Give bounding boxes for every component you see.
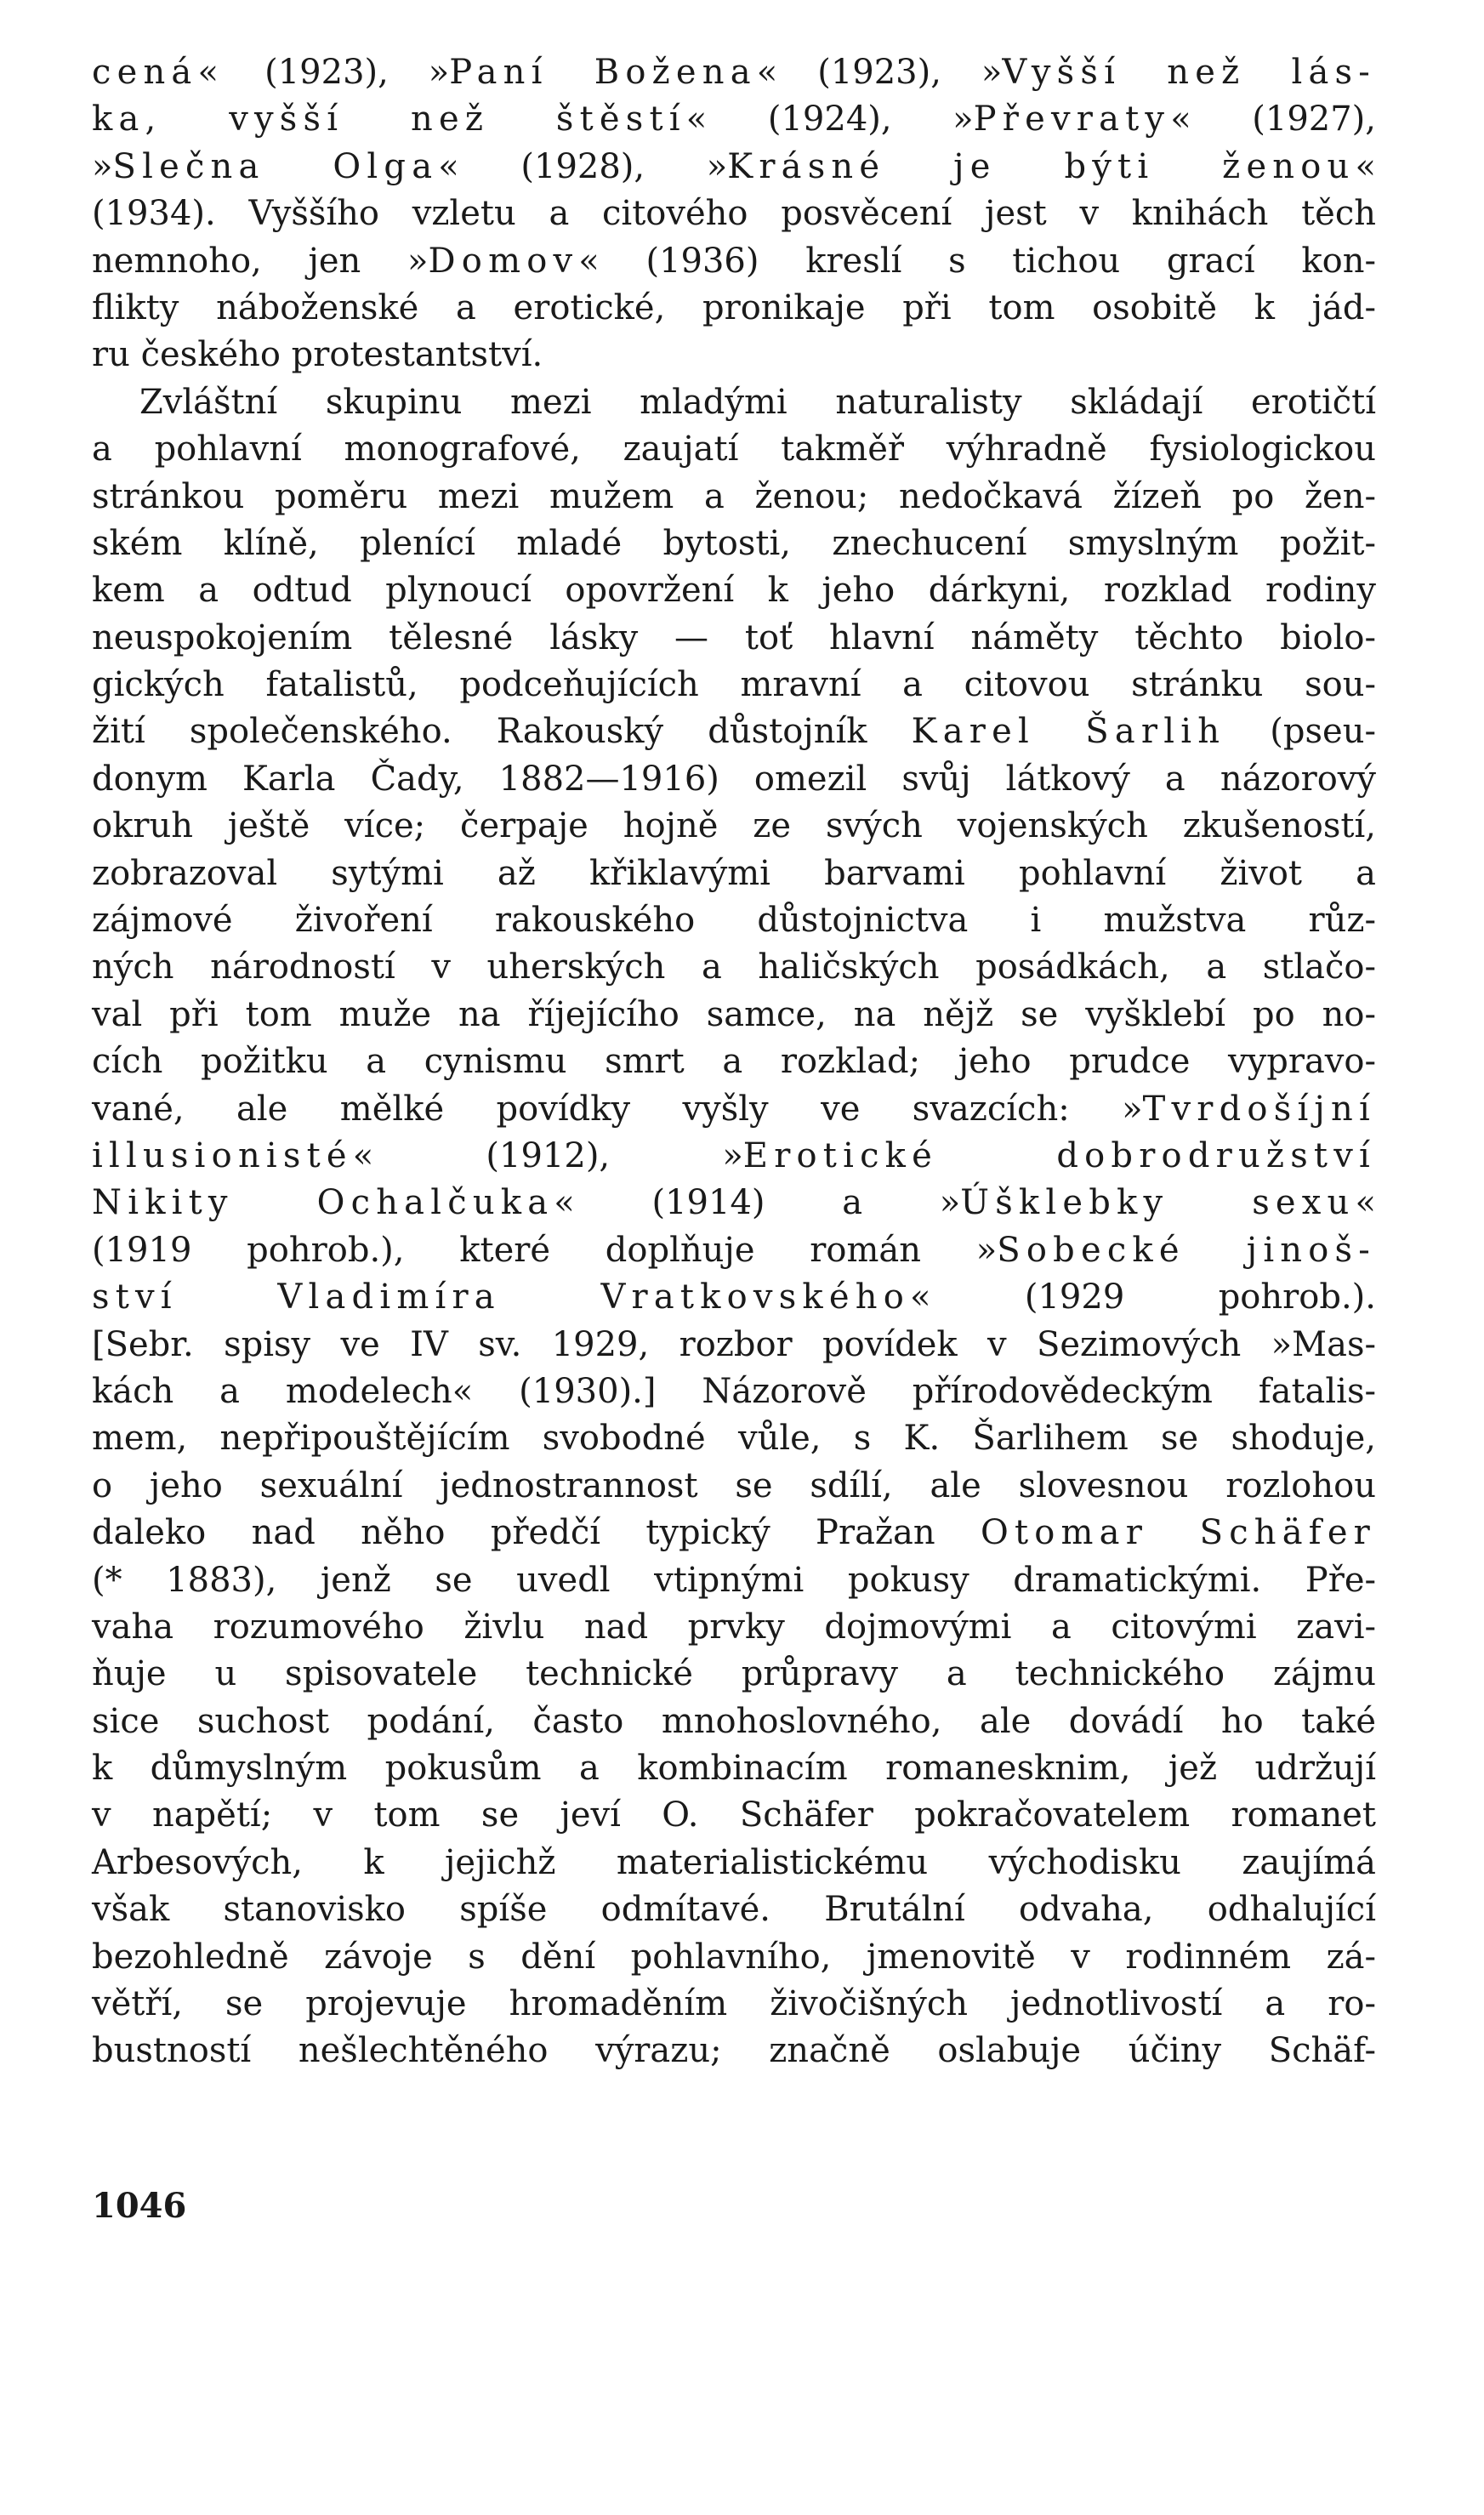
text-line: [92, 1038, 1376, 1085]
text-line: [92, 1745, 1376, 1792]
text-span: kem a odtud plynoucí opovržení k jeho dárkyni, rozklad rodiny: [92, 571, 1376, 611]
text-line: [92, 191, 1376, 237]
text-span: bezohledně závoje s dění pohlavního, jmenovitě v rodinném zá-: [92, 1937, 1376, 1977]
text-line: [92, 1086, 1376, 1133]
text-span: »: [92, 146, 113, 186]
text-line: [92, 49, 1376, 96]
spaced-title-span: Erotické dobrodružství: [742, 1135, 1376, 1175]
text-line: [92, 379, 1376, 426]
text-line: [92, 1133, 1376, 1180]
text-line: [92, 803, 1376, 850]
text-span: okruh ještě více; čerpaje hojně ze svých vojenských zkušeností,: [92, 806, 1376, 846]
text-line: [92, 1934, 1376, 1981]
text-span: (1919 pohrob.), které doplňuje román »: [92, 1230, 998, 1270]
text-line: [92, 1368, 1376, 1415]
spaced-title-span: Otomar Schäfer: [980, 1513, 1377, 1553]
text-span: zájmové živoření rakouského důstojnictva i mužstva růz-: [92, 901, 1376, 941]
text-line: [92, 1463, 1376, 1510]
text-span: cích požitku a cynismu smrt a rozklad; jeho prudce vypravo-: [92, 1042, 1376, 1082]
text-span: « (1929 pohrob.).: [909, 1277, 1376, 1317]
text-span: flikty náboženské a erotické, pronikaje při tom osobitě k jád-: [92, 287, 1376, 327]
page-number: 1046: [92, 2186, 187, 2226]
text-span: kách a modelech« (1930).] Názorově přírodovědeckým fatalis-: [92, 1371, 1376, 1411]
text-line: [92, 944, 1376, 991]
text-span: stránkou poměru mezi mužem a ženou; nedočkavá žízeň po žen-: [92, 476, 1376, 516]
text-line: [92, 1557, 1376, 1604]
text-line: [92, 332, 1376, 378]
text-line: [92, 1227, 1376, 1274]
spaced-title-span: Tvrdošíjní: [1142, 1089, 1376, 1129]
text-line: [92, 756, 1376, 803]
text-span: mem, nepřipouštějícím svobodné vůle, s K. Šarlihem se shoduje,: [92, 1419, 1376, 1459]
spaced-title-span: Paní Božena: [449, 53, 757, 92]
spaced-title-span: ství Vladimíra Vratkovského: [92, 1277, 910, 1317]
text-span: o jeho sexuální jednostrannost se sdílí, ale slovesnou rozlohou: [92, 1465, 1376, 1505]
text-span: « (1928), »: [438, 146, 728, 186]
text-span: ných národností v uherských a haličských posádkách, a stlačo-: [92, 947, 1376, 987]
text-span: «: [1355, 146, 1376, 186]
text-span: donym Karla Čady, 1882—1916) omezil svůj látkový a názorový: [92, 759, 1376, 799]
text-span: Zvláštní skupinu mezi mladými naturalisty skládají erotičtí: [139, 382, 1376, 422]
text-span: « (1912), »: [352, 1135, 743, 1175]
text-line: [92, 1840, 1376, 1886]
spaced-title-span: ka, vyšší než štěstí: [92, 100, 686, 139]
text-span: ském klíně, plenící mladé bytosti, znechucení smyslným požit-: [92, 523, 1376, 563]
text-line: [92, 1792, 1376, 1839]
text-span: bustností nešlechtěného výrazu; značně oslabuje účiny Schäf-: [92, 2031, 1376, 2071]
text-span: [Sebr. spisy ve IV sv. 1929, rozbor povídek v Sezimových »Mas-: [92, 1324, 1376, 1364]
text-span: žití společenského. Rakouský důstojník: [92, 712, 912, 752]
text-span: k důmyslným pokusům a kombinacím romanesknim, jež udržují: [92, 1749, 1376, 1789]
spaced-title-span: Krásné je býti ženou: [727, 146, 1356, 186]
spaced-title-span: Slečna Olga: [112, 146, 439, 186]
text-line: [92, 285, 1376, 332]
text-line: [92, 521, 1376, 567]
text-span: zobrazoval sytými až křiklavými barvami pohlavní život a: [92, 853, 1376, 893]
text-line: [92, 897, 1376, 944]
text-span: větří, se projevuje hromaděním živočišných jednotlivostí a ro-: [92, 1984, 1376, 2024]
page-body: [92, 49, 1376, 2075]
spaced-title-span: Karel Šarlih: [911, 712, 1226, 752]
spaced-title-span: Vyšší než lás-: [1002, 53, 1376, 92]
text-span: (1934). Vyššího vzletu a citového posvěcení jest v knihách těch: [92, 194, 1376, 234]
text-line: [92, 238, 1376, 285]
text-span: val při tom muže na říjejícího samce, na nějž se vyšklebí po no-: [92, 994, 1376, 1034]
spaced-title-span: Sobecké jinoš-: [997, 1230, 1376, 1270]
text-line: [92, 708, 1376, 755]
text-span: neuspokojením tělesné lásky — toť hlavní náměty těchto biolo-: [92, 617, 1376, 657]
text-line: [92, 662, 1376, 708]
text-span: a pohlavní monografové, zaujatí takměř výhradně fysiologickou: [92, 430, 1376, 469]
text-line: [92, 1274, 1376, 1321]
text-line: [92, 1322, 1376, 1368]
text-line: [92, 615, 1376, 662]
text-span: (1923), »: [225, 53, 450, 92]
text-span: « (1927),: [1170, 100, 1376, 139]
text-line: [92, 1698, 1376, 1745]
text-span: vané, ale mělké povídky vyšly ve svazcích: »: [92, 1089, 1143, 1129]
text-line: [92, 1651, 1376, 1698]
spaced-title-span: Úšklebky sexu: [960, 1183, 1356, 1223]
text-line: [92, 567, 1376, 614]
text-span: « (1924), »: [685, 100, 974, 139]
spaced-title-span: Domov: [428, 241, 579, 281]
text-line: [92, 1510, 1376, 1556]
text-line: [92, 426, 1376, 473]
text-span: v napětí; v tom se jeví O. Schäfer pokračovatelem romanet: [92, 1795, 1376, 1835]
text-span: gických fatalistů, podceňujících mravní a citovou stránku sou-: [92, 665, 1376, 705]
text-line: [92, 1886, 1376, 1933]
spaced-title-span: Převraty: [973, 100, 1171, 139]
text-span: sice suchost podání, často mnohoslovného, ale dovádí ho také: [92, 1701, 1376, 1741]
text-line: [92, 96, 1376, 143]
text-span: ňuje u spisovatele technické průpravy a technického zájmu: [92, 1654, 1376, 1694]
spaced-title-span: cená«: [92, 53, 225, 92]
text-span: (* 1883), jenž se uvedl vtipnými pokusy dramatickými. Pře-: [92, 1560, 1376, 1600]
text-span: «: [1355, 1183, 1376, 1223]
text-line: [92, 2028, 1376, 2074]
text-line: [92, 992, 1376, 1038]
text-line: [92, 1981, 1376, 2028]
text-line: [92, 1604, 1376, 1651]
text-span: ru českého protestantství.: [92, 335, 543, 375]
text-span: Arbesových, k jejichž materialistickému východisku zaujímá: [92, 1842, 1376, 1882]
text-line: [92, 1415, 1376, 1462]
spaced-title-span: illusionisté: [92, 1135, 353, 1175]
text-line: [92, 474, 1376, 521]
spaced-title-span: Nikity Ochalčuka: [92, 1183, 554, 1223]
text-line: [92, 144, 1376, 191]
text-span: však stanovisko spíše odmítavé. Brutální odvaha, odhalující: [92, 1890, 1376, 1930]
text-span: « (1923), »: [756, 53, 1003, 92]
text-span: « (1936) kreslí s tichou grací kon-: [578, 241, 1376, 281]
text-span: nemnoho, jen »: [92, 241, 429, 281]
text-span: « (1914) a »: [554, 1183, 961, 1223]
text-span: vaha rozumového živlu nad prvky dojmovými a citovými zavi-: [92, 1607, 1376, 1647]
text-span: daleko nad něho předčí typický Pražan: [92, 1513, 981, 1553]
text-line: [92, 851, 1376, 897]
text-line: [92, 1180, 1376, 1226]
text-span: (pseu-: [1225, 712, 1376, 752]
